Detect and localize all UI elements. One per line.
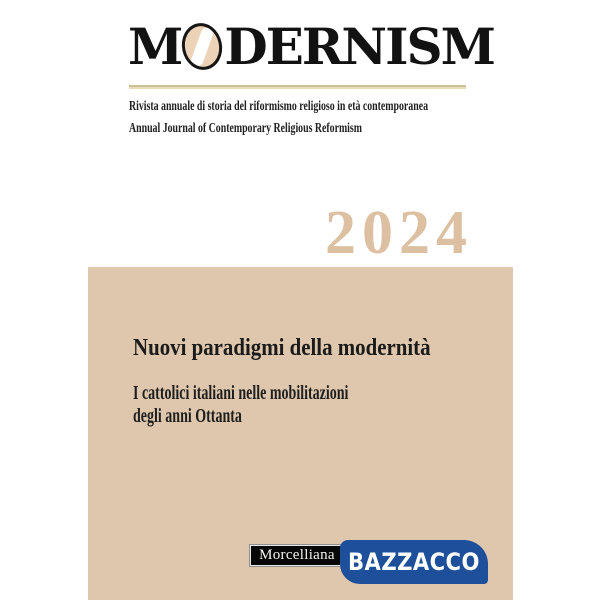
tagline-italian: Rivista annuale di storia del riformismo religioso in età contemporanea	[129, 98, 429, 113]
bazzacco-label: BAZZACCO	[348, 548, 480, 576]
bazzacco-badge	[340, 540, 488, 584]
coffee-bean-slash	[190, 25, 215, 67]
morcelliana-label: Morcelliana	[259, 547, 335, 563]
issue-subtitle-line2: degli anni Ottanta	[133, 405, 242, 427]
tagline-english: Annual Journal of Contemporary Religious Reformism	[129, 120, 362, 135]
masthead-logo	[128, 17, 494, 76]
masthead-letters-dernism: DERNISM	[224, 17, 494, 76]
masthead-letter-m: M	[128, 17, 182, 76]
coffee-bean-icon	[182, 23, 222, 70]
issue-title: Nuovi paradigmi della modernità	[133, 335, 431, 361]
issue-subtitle-line1: I cattolici italiani nelle mobilitazioni	[133, 382, 349, 404]
issue-subtitle	[133, 382, 441, 428]
cover-band	[88, 267, 513, 600]
issue-year: 2024	[325, 199, 473, 267]
coffee-bean-oval	[178, 19, 227, 73]
masthead-rule	[129, 85, 466, 89]
morcelliana-publisher-logo	[250, 545, 344, 566]
